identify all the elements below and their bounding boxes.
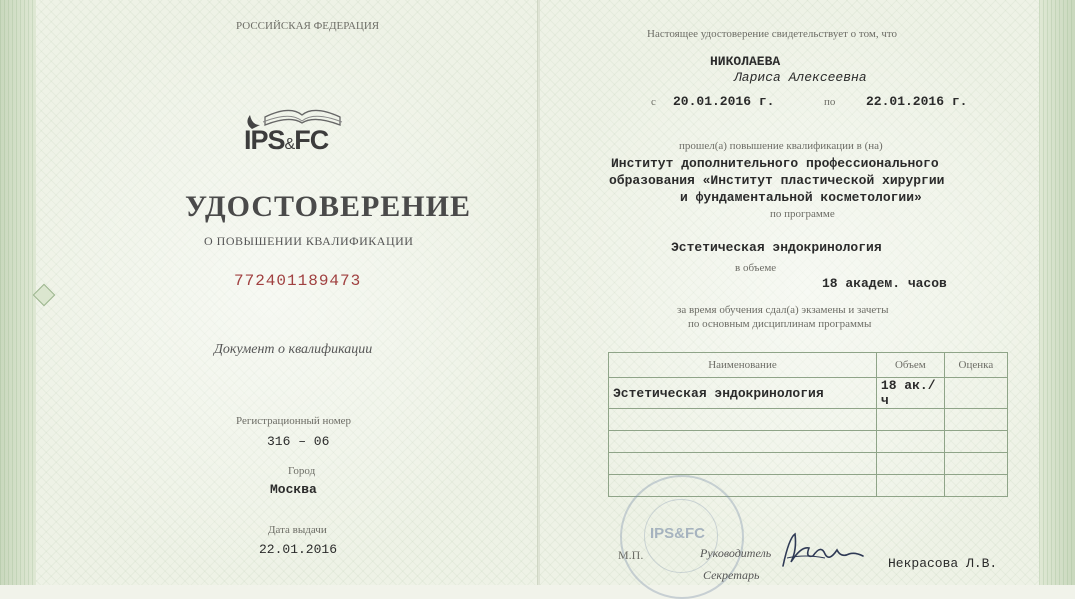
city-label: Город [288, 465, 316, 477]
institution-line-3: и фундаментальной косметологии» [680, 190, 922, 205]
table-cell [609, 409, 877, 431]
column-header-name: Наименование [609, 353, 877, 378]
table-cell [944, 431, 1007, 453]
from-label: с [651, 96, 656, 108]
holder-surname: НИКОЛАЕВА [710, 54, 781, 69]
table-cell [609, 453, 877, 475]
stamp-text: IPS&FC [650, 525, 706, 542]
issue-date-label: Дата выдачи [268, 524, 327, 536]
table-cell [609, 431, 877, 453]
to-label: по [824, 96, 836, 108]
table-row [609, 431, 1008, 453]
logo-text: IPS&FC [244, 125, 329, 155]
table-row [609, 378, 1008, 409]
city-value: Москва [270, 482, 317, 497]
signature-icon [775, 528, 870, 573]
from-date: 20.01.2016 г. [673, 94, 775, 109]
left-page [0, 0, 538, 585]
holder-given-names: Лариса Алексеевна [734, 70, 867, 85]
table-cell [944, 409, 1007, 431]
exams-line-2: по основным дисциплинам программы [688, 318, 872, 330]
table-row [609, 409, 1008, 431]
decorative-border-left [0, 0, 36, 585]
country-name: РОССИЙСКАЯ ФЕДЕРАЦИЯ [236, 20, 380, 32]
table-cell [876, 409, 944, 431]
document-type: Документ о квалификации [214, 342, 373, 357]
volume-label: в объеме [735, 262, 777, 274]
seal-place-label: М.П. [618, 548, 644, 562]
column-header-volume: Объем [876, 353, 944, 378]
head-name: Некрасова Л.В. [888, 556, 998, 571]
serial-number: 772401189473 [234, 272, 362, 290]
document-subtitle: О ПОВЫШЕНИИ КВАЛИФИКАЦИИ [204, 234, 414, 248]
table-cell-volume: 18 ак./ч [876, 378, 944, 409]
secretary-label: Секретарь [703, 568, 760, 582]
table-cell-subject: Эстетическая эндокринология [609, 378, 877, 409]
table-cell [944, 475, 1007, 497]
table-cell [876, 475, 944, 497]
table-row [609, 453, 1008, 475]
grades-table [608, 352, 1008, 497]
institution-line-1: Институт дополнительного профессионального [611, 156, 939, 171]
table-cell [876, 431, 944, 453]
registration-number: 316 – 06 [267, 434, 330, 449]
table-cell [876, 453, 944, 475]
volume-value: 18 академ. часов [822, 276, 947, 291]
column-header-grade: Оценка [944, 353, 1007, 378]
table-header-row [609, 353, 1008, 378]
institution-line-2: образования «Институт пластической хирургии [609, 173, 945, 188]
institution-logo [230, 95, 370, 170]
registration-label: Регистрационный номер [236, 415, 352, 427]
head-label: Руководитель [700, 546, 772, 560]
issue-date: 22.01.2016 [259, 542, 338, 557]
right-page [540, 0, 1075, 585]
table-cell-grade [944, 378, 1007, 409]
to-date: 22.01.2016 г. [866, 94, 968, 109]
exams-line-1: за время обучения сдал(а) экзамены и зачеты [677, 304, 889, 316]
document-title: УДОСТОВЕРЕНИЕ [185, 190, 471, 223]
intro-text: Настоящее удостоверение свидетельствует о том, что [647, 28, 898, 40]
border-ornament [33, 284, 56, 307]
passed-label: прошел(а) повышение квалификации в (на) [679, 140, 883, 152]
program-label: по программе [770, 208, 835, 220]
decorative-border-right [1039, 0, 1075, 585]
program-value: Эстетическая эндокринология [671, 240, 882, 255]
table-cell [944, 453, 1007, 475]
